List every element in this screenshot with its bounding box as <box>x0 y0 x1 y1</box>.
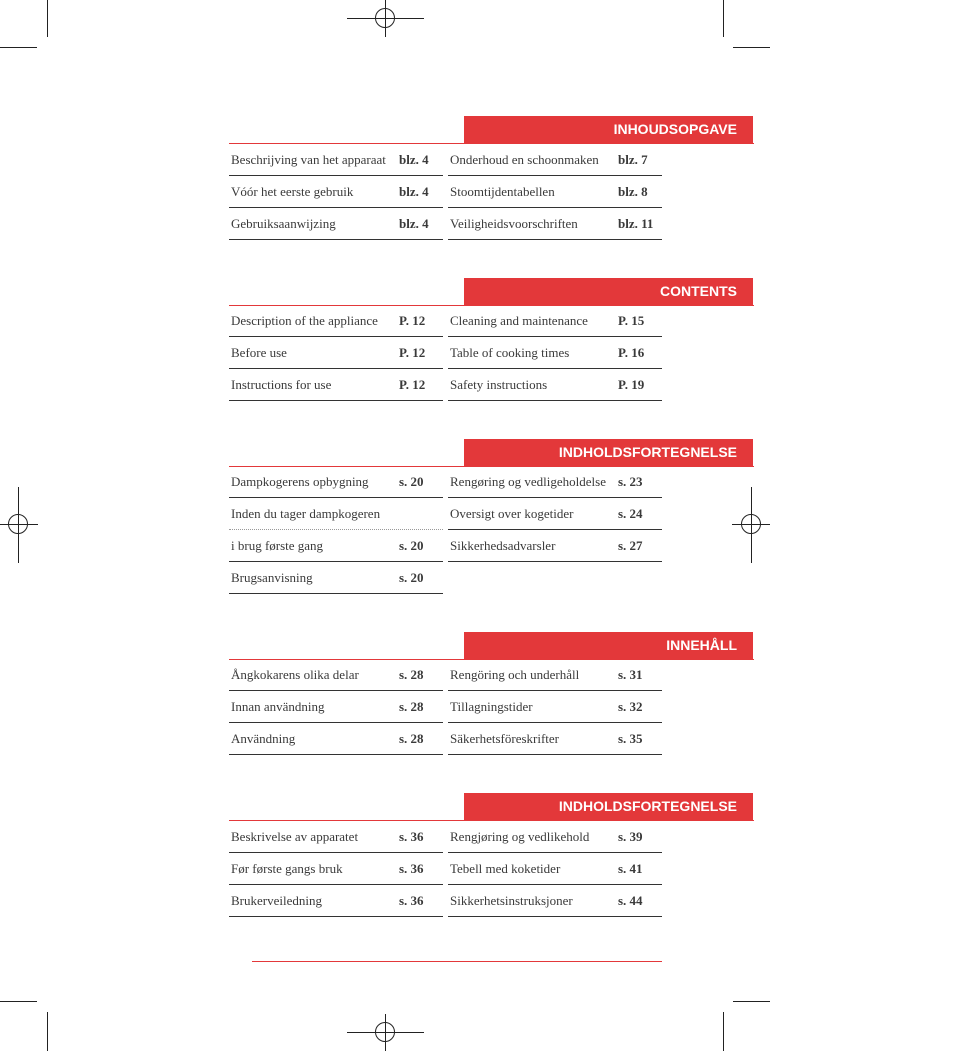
toc-column-right <box>448 305 662 401</box>
entry-page: P. 15 <box>618 313 645 328</box>
toc-entry[interactable] <box>448 723 662 755</box>
toc-entry[interactable] <box>448 659 662 691</box>
toc-entry[interactable] <box>448 885 662 917</box>
entry-page: blz. 4 <box>399 216 429 231</box>
entry-label: Onderhoud en schoonmaken <box>450 152 599 167</box>
toc-entry[interactable] <box>229 530 443 562</box>
footer-rule <box>252 961 662 962</box>
toc-entry[interactable] <box>229 337 443 369</box>
toc-entry[interactable] <box>229 853 443 885</box>
entry-label: Safety instructions <box>450 377 548 392</box>
section-title: INHOUDSOPGAVE <box>464 116 753 143</box>
toc-entry[interactable] <box>229 176 443 208</box>
entry-label: Tebell med koketider <box>450 861 561 876</box>
toc-entry[interactable] <box>229 691 443 723</box>
entry-page: s. 23 <box>618 474 643 489</box>
entry-label: Brugsanvisning <box>231 570 313 585</box>
entry-label: Table of cooking times <box>450 345 570 360</box>
entry-label: Innan användning <box>231 699 325 714</box>
entry-label: Säkerhetsföreskrifter <box>450 731 560 746</box>
entry-label: Sikkerhetsinstruksjoner <box>450 893 573 908</box>
entry-label: Instructions for use <box>231 377 332 392</box>
entry-page: P. 16 <box>618 345 645 360</box>
entry-label: Tillagningstider <box>450 699 533 714</box>
entry-page: P. 19 <box>618 377 645 392</box>
toc-entry[interactable] <box>448 369 662 401</box>
entry-page: s. 36 <box>399 861 424 876</box>
entry-page: s. 39 <box>618 829 643 844</box>
section-title: INDHOLDSFORTEGNELSE <box>464 793 753 820</box>
registration-mark-icon <box>375 8 395 28</box>
toc-entry[interactable] <box>448 305 662 337</box>
entry-page: P. 12 <box>399 377 426 392</box>
toc-column-right <box>448 821 662 917</box>
entry-page: s. 20 <box>399 570 424 585</box>
entry-label: Ångkokarens olika delar <box>231 667 359 682</box>
entry-page: blz. 7 <box>618 152 648 167</box>
toc-entry[interactable] <box>229 885 443 917</box>
registration-mark-icon <box>8 514 28 534</box>
entry-label: Description of the appliance <box>231 313 378 328</box>
entry-label: Sikkerhedsadvarsler <box>450 538 556 553</box>
toc-column-right <box>448 466 662 562</box>
entry-page: s. 31 <box>618 667 643 682</box>
entry-label: Oversigt over kogetider <box>450 506 574 521</box>
entry-page: s. 41 <box>618 861 643 876</box>
toc-column-right <box>448 144 662 240</box>
toc-entry[interactable] <box>229 498 443 530</box>
toc-entry[interactable] <box>448 853 662 885</box>
toc-entry[interactable] <box>448 691 662 723</box>
toc-entry[interactable] <box>229 369 443 401</box>
toc-entry[interactable] <box>448 498 662 530</box>
entry-label: Rengjøring og vedlikehold <box>450 829 590 844</box>
toc-column-left <box>229 144 443 240</box>
toc-entry[interactable] <box>229 305 443 337</box>
entry-page: s. 28 <box>399 731 424 746</box>
toc-column-left <box>229 659 443 755</box>
entry-page: blz. 8 <box>618 184 648 199</box>
entry-label: Rengöring och underhåll <box>450 667 580 682</box>
entry-label: Gebruiksaanwijzing <box>231 216 336 231</box>
toc-entry[interactable] <box>229 466 443 498</box>
toc-entry[interactable] <box>229 208 443 240</box>
entry-page: s. 44 <box>618 893 643 908</box>
entry-label: Beschrijving van het apparaat <box>231 152 386 167</box>
entry-page: s. 28 <box>399 699 424 714</box>
toc-entry[interactable] <box>448 466 662 498</box>
entry-label: Veiligheidsvoorschriften <box>450 216 578 231</box>
toc-column-left <box>229 466 443 594</box>
registration-mark-icon <box>375 1022 395 1042</box>
toc-entry[interactable] <box>448 821 662 853</box>
entry-label: Før første gangs bruk <box>231 861 343 876</box>
entry-page: blz. 11 <box>618 216 654 231</box>
entry-page: P. 12 <box>399 345 426 360</box>
entry-page: s. 24 <box>618 506 643 521</box>
entry-label: i brug første gang <box>231 538 324 553</box>
toc-entry[interactable] <box>229 562 443 594</box>
entry-page: s. 20 <box>399 474 424 489</box>
entry-label: Before use <box>231 345 287 360</box>
section-title: INNEHÅLL <box>464 632 753 659</box>
section-title: INDHOLDSFORTEGNELSE <box>464 439 753 466</box>
entry-page: blz. 4 <box>399 184 429 199</box>
toc-column-right <box>448 659 662 755</box>
entry-page: s. 36 <box>399 829 424 844</box>
entry-label: Brukerveiledning <box>231 893 322 908</box>
entry-label: Beskrivelse av apparatet <box>231 829 359 844</box>
toc-column-left <box>229 821 443 917</box>
toc-entry[interactable] <box>448 530 662 562</box>
entry-page: s. 28 <box>399 667 424 682</box>
toc-entry[interactable] <box>448 337 662 369</box>
toc-column-left <box>229 305 443 401</box>
section-title: CONTENTS <box>464 278 753 305</box>
entry-label: Dampkogerens opbygning <box>231 474 369 489</box>
toc-entry[interactable] <box>229 723 443 755</box>
entry-page: s. 32 <box>618 699 643 714</box>
entry-page: blz. 4 <box>399 152 429 167</box>
toc-entry[interactable] <box>229 821 443 853</box>
entry-label: Stoomtijdentabellen <box>450 184 555 199</box>
toc-entry[interactable] <box>229 659 443 691</box>
entry-page: s. 36 <box>399 893 424 908</box>
registration-mark-icon <box>741 514 761 534</box>
entry-label: Användning <box>231 731 296 746</box>
toc-entry[interactable] <box>448 176 662 208</box>
toc-entry[interactable] <box>448 144 662 176</box>
entry-page: s. 20 <box>399 538 424 553</box>
toc-entry[interactable] <box>448 208 662 240</box>
entry-page: s. 27 <box>618 538 643 553</box>
entry-label: Cleaning and maintenance <box>450 313 588 328</box>
entry-label: Rengøring og vedligeholdelse <box>450 474 606 489</box>
entry-label: Vóór het eerste gebruik <box>231 184 354 199</box>
entry-page: P. 12 <box>399 313 426 328</box>
toc-entry[interactable] <box>229 144 443 176</box>
entry-page: s. 35 <box>618 731 643 746</box>
entry-label: Inden du tager dampkogeren <box>231 506 381 521</box>
